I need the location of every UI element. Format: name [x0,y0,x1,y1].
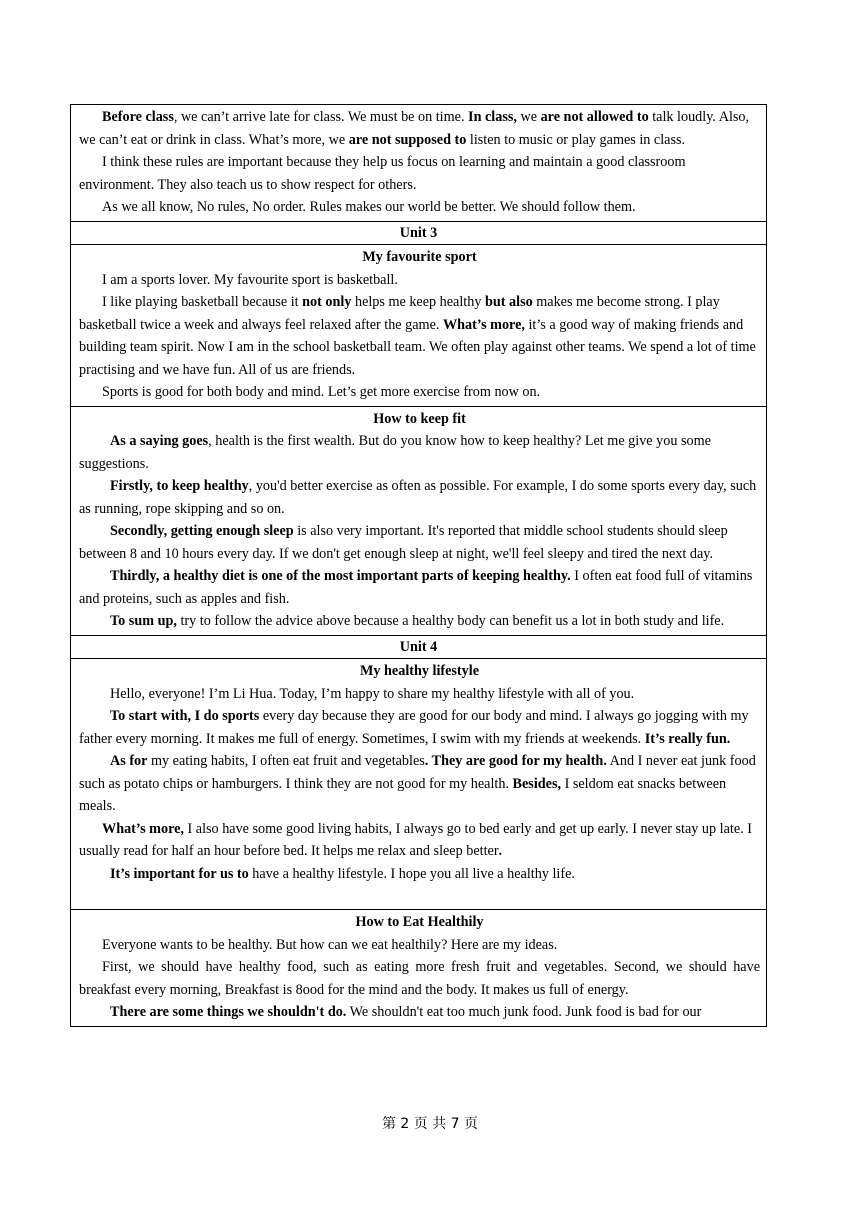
essay-cell [71,406,767,635]
text-run: As we all know, No rules, No order. Rules makes our world be better. We should follow them. [102,199,636,215]
essay-row [71,659,767,910]
text-run: we [516,109,541,125]
text-run: my eating habits, I often eat fruit and vegetables [147,753,425,769]
paragraph [79,475,760,520]
text-run: it’s a good way of making friends and building team spirit. Now I am in the school basketball team. We often play against other teams. We spend a lot of time practising and we have fun. All of us are friends. [79,316,756,378]
bold-phrase: It’s really fun. [644,730,731,747]
bold-phrase: As a saying goes [110,433,209,449]
paragraph [79,520,760,565]
essay-row [71,910,767,1027]
unit-header-row [71,635,767,659]
text-run: First, we should have healthy food, such as eating more fresh fruit and vegetables. Second, we should have breakfast every morning, Breakfast is 8ood for the mind and the body. It makes us full of energy. [79,959,760,998]
bold-phrase: Thirdly, a healthy diet is one of the most important parts of keeping healthy. [110,568,571,584]
text-run: Sports is good for both body and mind. Let’s get more exercise from now on. [102,384,541,400]
unit-header-row [71,221,767,245]
bold-phrase: . They are good for my health. [424,753,607,769]
bold-phrase: not only [302,294,352,310]
blank-line [79,885,760,907]
bold-phrase: . [498,843,503,859]
essay-cell [71,659,767,910]
text-run: have a healthy lifestyle. I hope you all live a healthy life. [248,865,575,882]
text-run: , you'd better exercise as often as possible. For example, I do some sports every day, such as running, rope skipping and so on. [79,478,757,517]
bold-phrase: Besides, [512,775,562,792]
text-run: And I never eat junk food such as potato chips or hamburgers. I think they are not good for my health. [79,753,756,792]
text-run: talk loudly. Also, we can’t eat or drink in class. What’s more, we [79,109,750,148]
bold-phrase: are not supposed to [348,131,467,148]
paragraph [79,430,760,475]
essay-title: How to Eat Healthily [355,914,484,930]
bold-phrase: What’s more, [102,820,184,837]
paragraph [79,196,760,219]
bold-phrase: There are some things we shouldn't do. [110,1004,347,1020]
unit-header: Unit 3 [71,221,767,245]
text-run: , we can’t arrive late for class. We must be on time. [173,109,469,125]
text-run: Everyone wants to be healthy. But how can we eat healthily? Here are my ideas. [102,936,558,953]
paragraph [79,683,760,706]
bold-phrase: As for [110,753,148,769]
unit-header: Unit 4 [71,635,767,659]
paragraph [79,956,760,1001]
paragraph [79,863,760,886]
paragraph [79,934,760,957]
essay-row [71,245,767,407]
paragraph [79,106,760,151]
text-run: I am a sports lover. My favourite sport is basketball. [102,271,398,288]
paragraph [79,750,760,818]
bold-phrase: are not allowed to [540,109,649,125]
bold-phrase: Firstly, to keep healthy [110,478,249,494]
page-footer: 第 2 页 共 7 页 [381,1116,479,1132]
text-run: listen to music or play games in class. [466,131,686,148]
text-run: I like playing basketball because it [102,294,303,310]
text-run: helps me keep healthy [351,294,485,310]
bold-phrase: What’s more, [442,316,525,333]
bold-phrase: In class, [468,109,517,125]
paragraph [79,291,760,381]
essay-row [71,105,767,222]
text-run: I think these rules are important because they help us focus on learning and maintain a good classroom environment. They also teach us to show respect for others. [79,154,686,193]
essay-title: How to keep fit [373,410,466,427]
essay-title: My healthy lifestyle [360,663,479,679]
bold-phrase: To start with, I do sports [110,708,260,724]
essay-cell [71,910,767,1027]
text-run: is also very important. It's reported that middle school students should sleep between 8 and 10 hours every day. If we don't get enough sleep at night, we'll feel sleepy and tired the next day. [79,523,728,562]
text-run: makes me become strong. I play basketball twice a week and always feel relaxed after the game. [79,294,720,333]
essay-title: My favourite sport [362,249,477,265]
paragraph [79,381,760,404]
text-run: Hello, everyone! I’m Li Hua. Today, I’m happy to share my healthy lifestyle with all of you. [110,685,635,702]
bold-phrase: but also [484,294,533,310]
paragraph [79,610,760,633]
paragraph [79,151,760,196]
paragraph [79,705,760,750]
essay-cell [71,245,767,407]
paragraph [79,269,760,292]
text-run: I seldom eat snacks between meals. [79,775,727,814]
text-run: We shouldn't eat too much junk food. Junk food is bad for our [346,1004,702,1020]
text-run: I also have some good living habits, I always go to bed early and get up early. I never stay up late. I usually read for half an hour before bed. It helps me relax and sleep better [79,820,752,859]
document-table [70,104,767,1027]
paragraph [79,1001,760,1024]
paragraph [79,818,760,863]
text-run: I often eat food full of vitamins and proteins, such as apples and fish. [79,568,753,607]
essay-cell [71,105,767,222]
text-run: try to follow the advice above because a healthy body can benefit us a lot in both study and life. [176,613,725,629]
text-run: every day because they are good for our body and mind. I always go jogging with my father every morning. It makes me full of energy. Sometimes, I swim with my friends at weekends. [79,708,749,747]
essay-row [71,406,767,635]
bold-phrase: Secondly, getting enough sleep [110,523,294,539]
bold-phrase: It’s important for us to [110,865,249,882]
text-run: , health is the first wealth. But do you know how to keep healthy? Let me give you some suggestions. [79,433,711,472]
bold-phrase: Before class [102,109,174,125]
paragraph [79,565,760,610]
bold-phrase: To sum up, [110,613,177,629]
